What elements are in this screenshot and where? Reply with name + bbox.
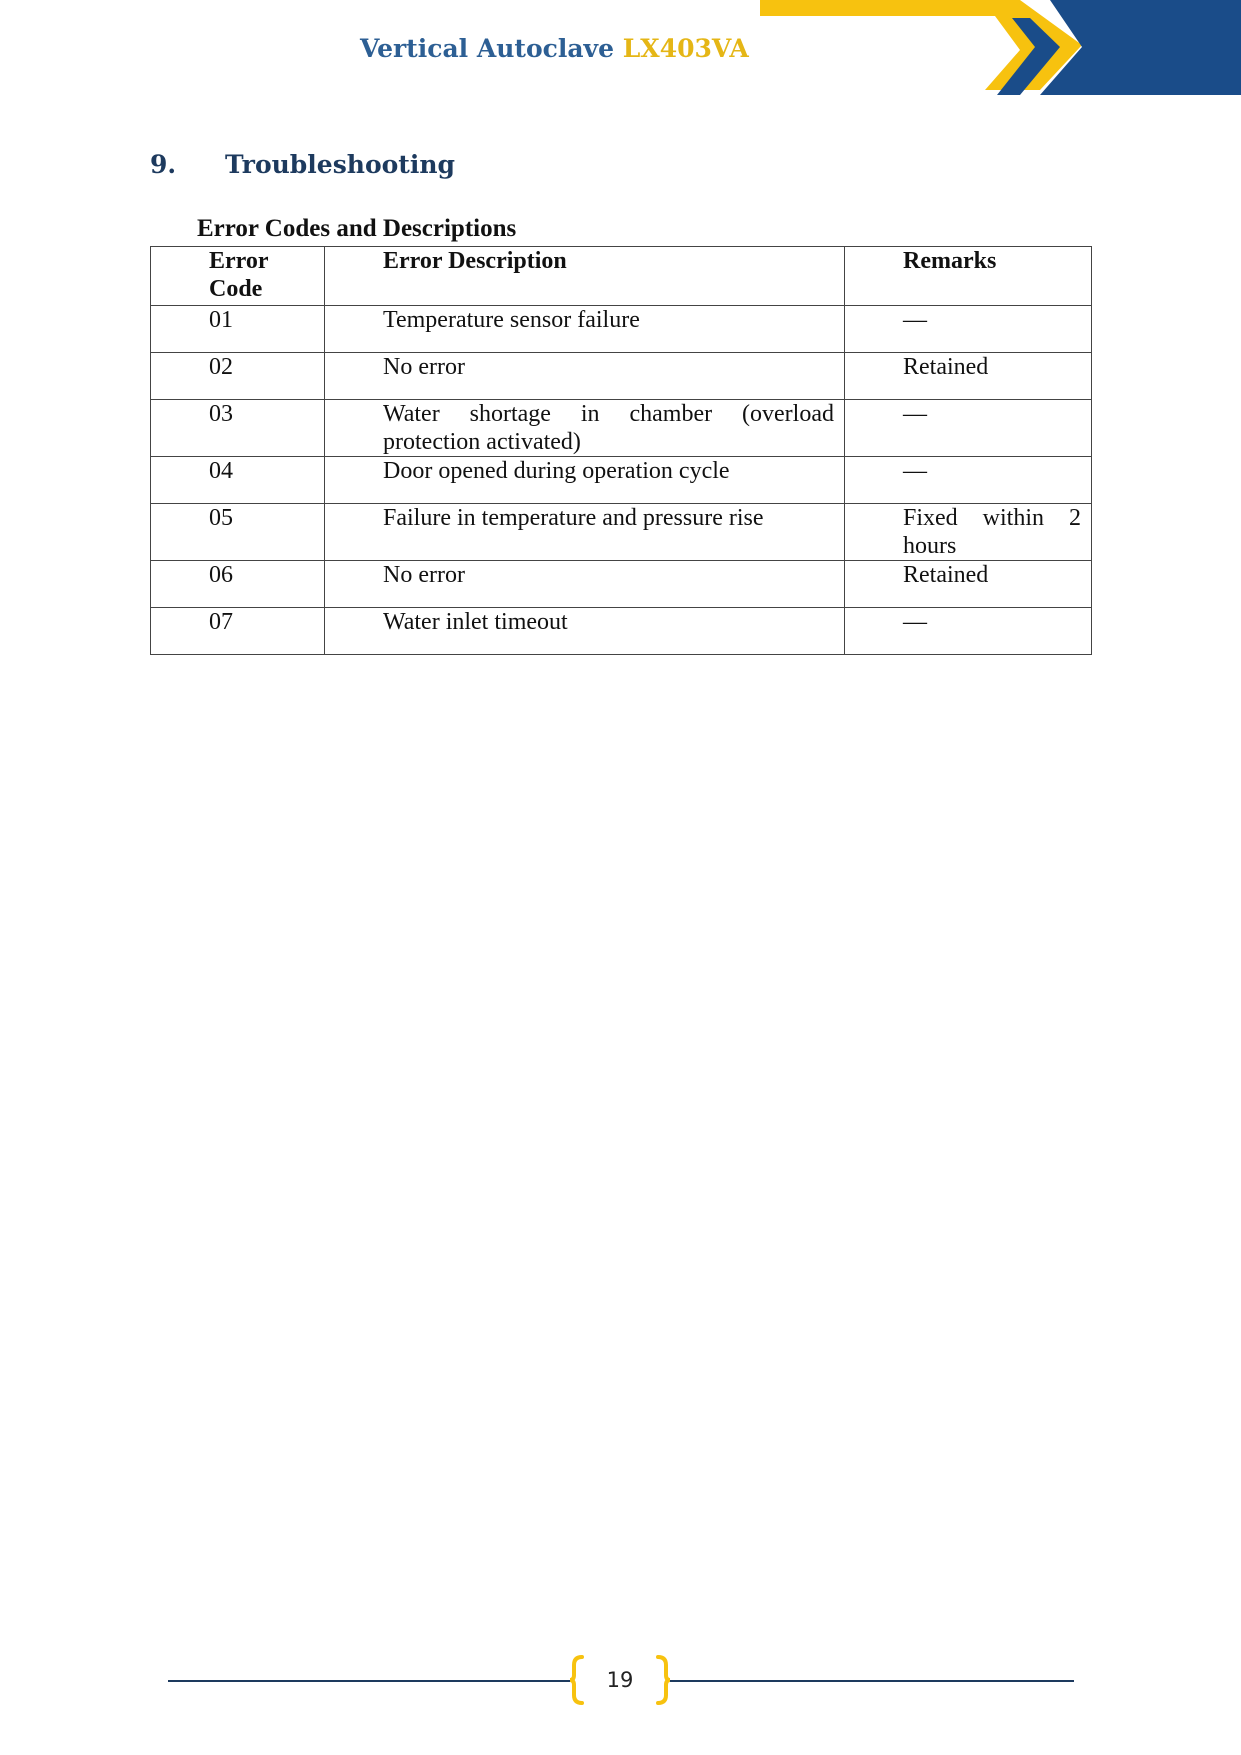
remarks-cell: — (845, 400, 1092, 457)
error-description-cell: Failure in temperature and pressure rise (325, 504, 845, 561)
error-codes-table (150, 246, 1092, 655)
table-row (151, 561, 1092, 608)
table-row (151, 608, 1092, 655)
header-product-name: Vertical Autoclave (360, 34, 614, 63)
header-remarks: Remarks (845, 247, 1092, 306)
section-heading (150, 150, 455, 179)
error-description-cell: No error (325, 353, 845, 400)
error-code-cell: 03 (151, 400, 325, 457)
error-description-cell: Water inlet timeout (325, 608, 845, 655)
error-description-cell: Door opened during operation cycle (325, 457, 845, 504)
header-error-description: Error Description (325, 247, 845, 306)
error-code-cell: 07 (151, 608, 325, 655)
error-code-cell: 04 (151, 457, 325, 504)
error-description-cell: No error (325, 561, 845, 608)
error-code-cell: 01 (151, 306, 325, 353)
table-row (151, 353, 1092, 400)
remarks-cell: Retained (845, 561, 1092, 608)
error-code-cell: 06 (151, 561, 325, 608)
error-description-cell: Temperature sensor failure (325, 306, 845, 353)
footer-rule-left (168, 1680, 572, 1682)
remarks-cell: — (845, 608, 1092, 655)
table-header-row (151, 247, 1092, 306)
error-code-cell: 02 (151, 353, 325, 400)
header-model-number: LX403VA (622, 34, 749, 63)
footer-rule-right (668, 1680, 1074, 1682)
remarks-cell: — (845, 457, 1092, 504)
error-description-cell: Water shortage in chamber (overload protection activated) (325, 400, 845, 457)
remarks-cell: Retained (845, 353, 1092, 400)
table-row (151, 400, 1092, 457)
table-row (151, 504, 1092, 561)
page-number: 19 (606, 1668, 634, 1692)
error-code-cell: 05 (151, 504, 325, 561)
table-caption: Error Codes and Descriptions (197, 215, 517, 242)
document-header-title (360, 34, 749, 63)
section-title: Troubleshooting (225, 150, 455, 179)
table-row (151, 306, 1092, 353)
table-row (151, 457, 1092, 504)
remarks-cell: — (845, 306, 1092, 353)
header-error-code: Error Code (151, 247, 325, 306)
section-number: 9. (150, 150, 177, 179)
remarks-cell: Fixed within 2 hours (845, 504, 1092, 561)
